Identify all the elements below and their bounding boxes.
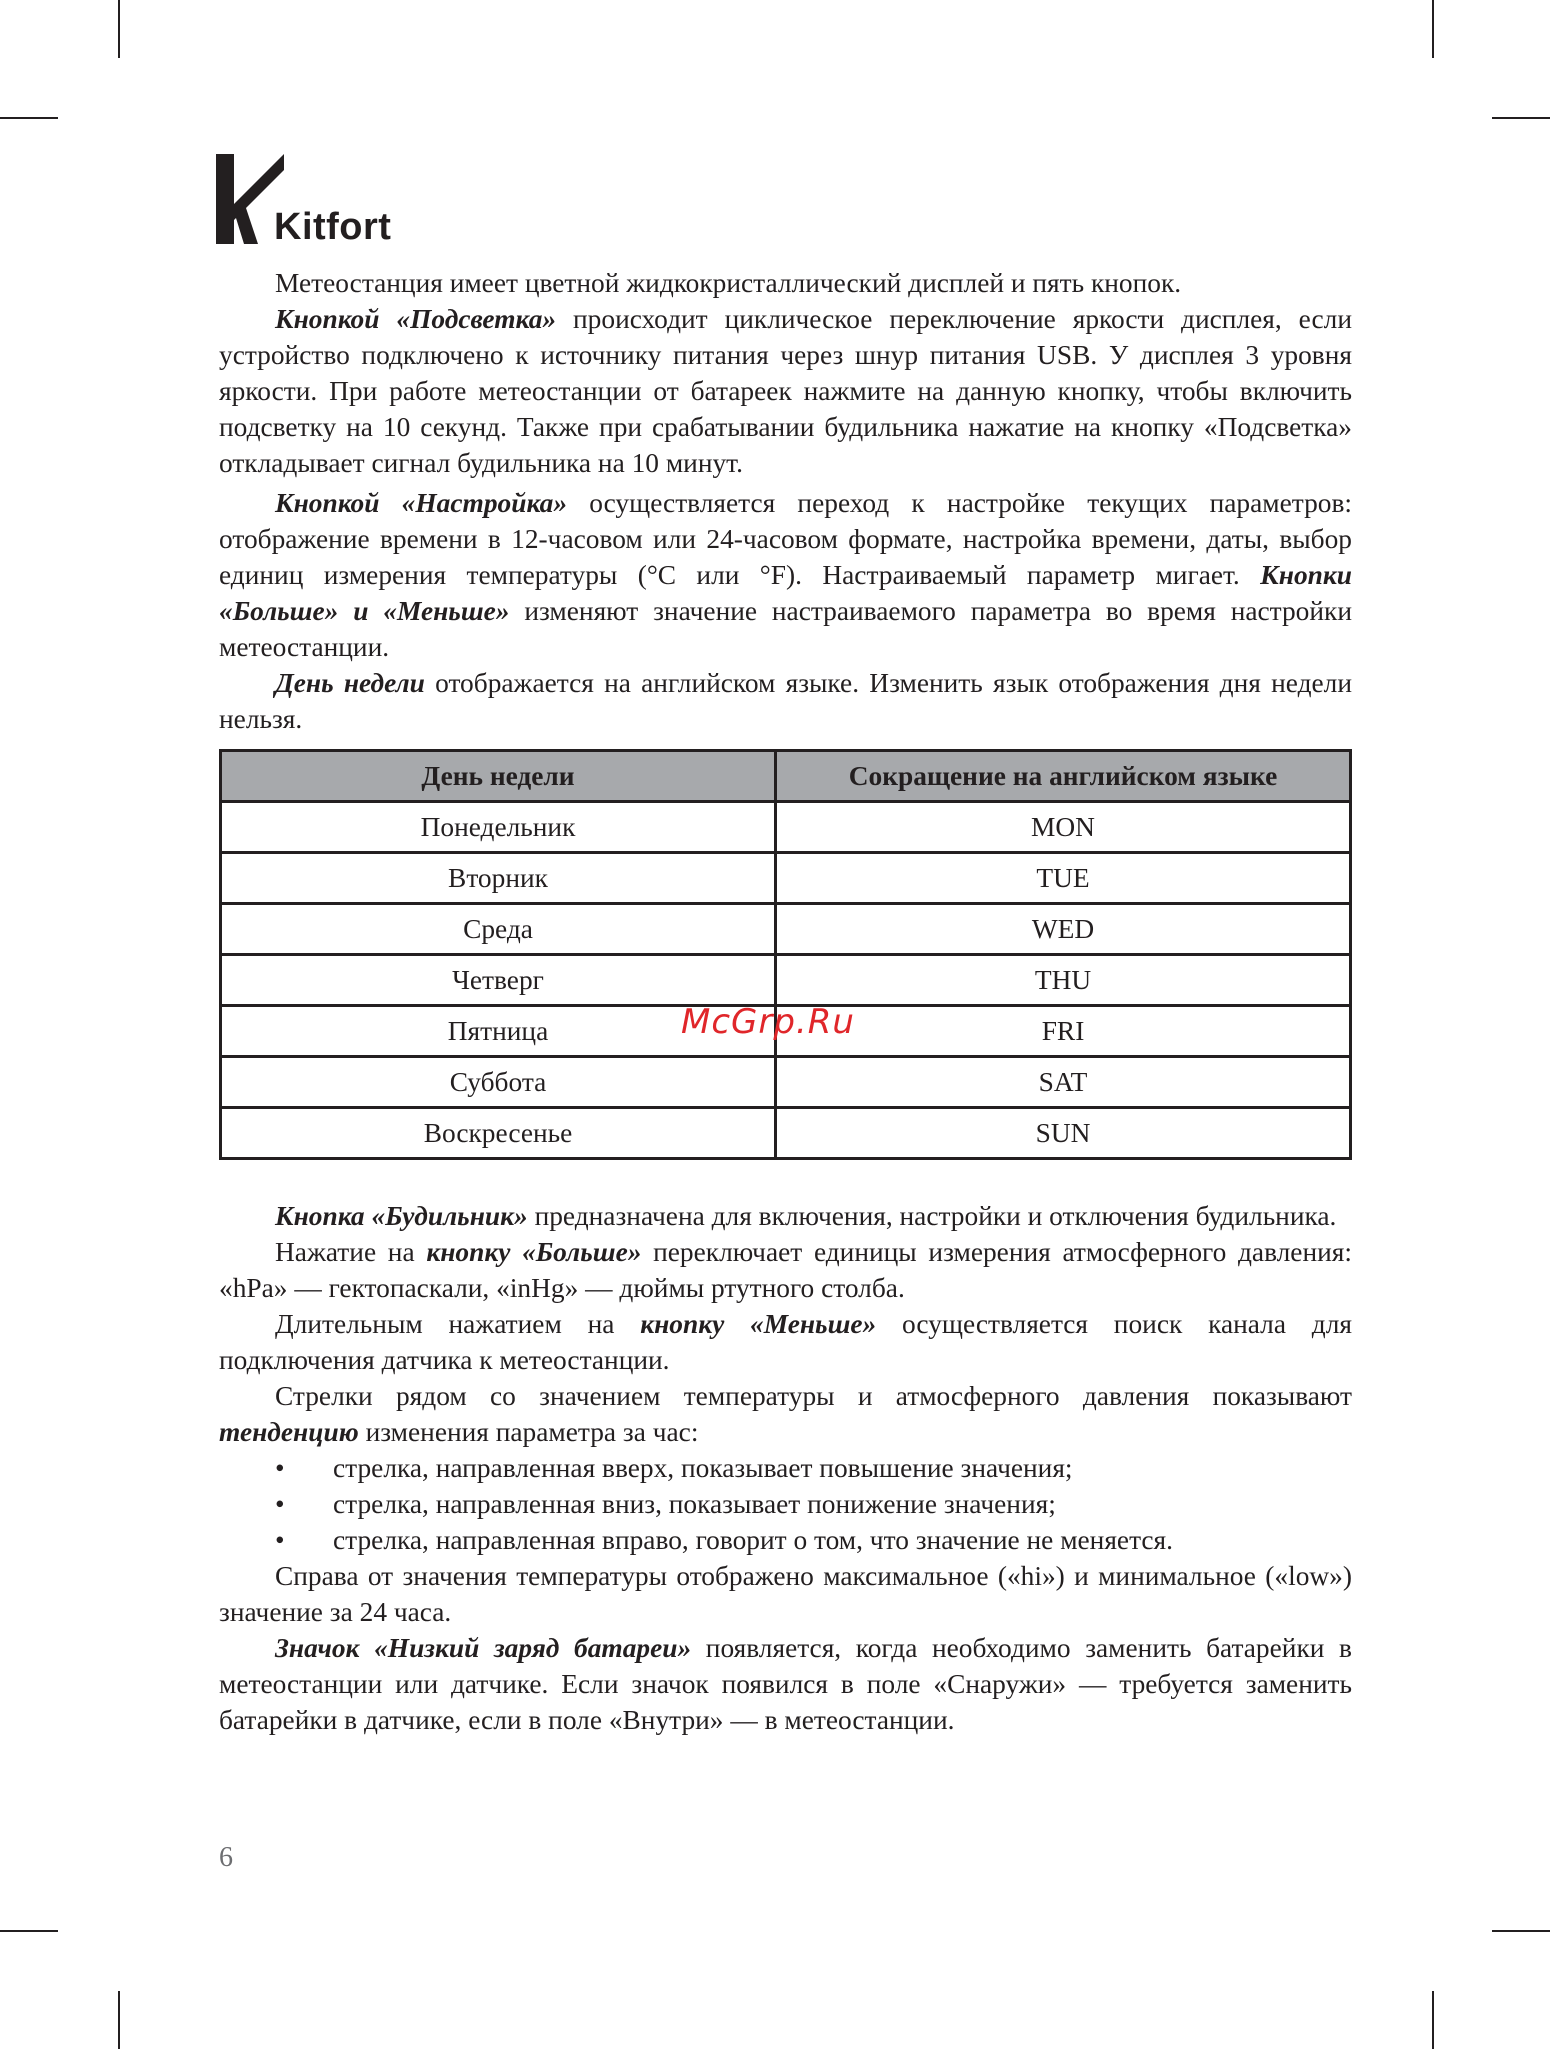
- paragraph: Значок «Низкий заряд батареи» появляется, когда необходимо заменить батарейки в метеостанции или датчике. Если значок появился в поле «Снаружи» — требуется заменить батарейки в датчике, если в поле «Внутри» — в метеостанции.: [219, 1633, 1352, 1735]
- paragraph: Кнопка «Будильник» предназначена для включения, настройки и отключения будильника.: [275, 1201, 1337, 1231]
- paragraph: Нажатие на кнопку «Больше» переключает единицы измерения атмосферного давления: «hPa» — гектопаскали, «inHg» — дюймы ртутного столба.: [219, 1237, 1352, 1303]
- list-item: • стрелка, направленная вверх, показывает повышение значения;: [219, 1450, 1352, 1486]
- paragraph: Стрелки рядом со значением температуры и атмосферного давления показывают тенденцию изменения параметра за час:: [219, 1381, 1352, 1447]
- paragraph: Длительным нажатием на кнопку «Меньше» осуществляется поиск канала для подключения датчика к метеостанции.: [219, 1309, 1352, 1375]
- crop-mark: [1492, 117, 1550, 119]
- crop-mark: [1432, 1991, 1434, 2049]
- table-row: [221, 955, 1351, 1006]
- table-row: [221, 1057, 1351, 1108]
- list-item: • стрелка, направленная вниз, показывает понижение значения;: [219, 1486, 1352, 1522]
- paragraph: День недели отображается на английском языке. Изменить язык отображения дня недели нельзя.: [219, 668, 1352, 734]
- table-cell: FRI: [776, 1006, 1351, 1057]
- paragraph: Кнопкой «Настройка» осуществляется переход к настройке текущих параметров: отображение времени в 12-часовом или 24-часовом формате, настройка времени, даты, выбор единиц измерения температуры (°C или °F). Настраиваемый параметр мигает. Кнопки «Больше» и «Меньше» изменяют значение настраиваемого параметра во время настройки метеостанции.: [219, 488, 1353, 662]
- table-header: Сокращение на английском языке: [776, 751, 1351, 802]
- table-cell: WED: [776, 904, 1351, 955]
- paragraph: Метеостанция имеет цветной жидкокристаллический дисплей и пять кнопок.: [275, 268, 1182, 298]
- table-cell: Суббота: [221, 1057, 776, 1108]
- brand-name: Kitfort: [274, 206, 392, 248]
- page-number: 6: [219, 1842, 233, 1873]
- watermark: McGrp.Ru: [681, 1002, 855, 1042]
- trend-list: [219, 1450, 1352, 1558]
- table-cell: Среда: [221, 904, 776, 955]
- paragraph: Кнопкой «Подсветка» происходит циклическое переключение яркости дисплея, если устройство подключено к источнику питания через шнур питания USB. У дисплея 3 уровня яркости. При работе метеостанции от батареек нажмите на данную кнопку, чтобы включить подсветку на 10 секунд. Также при срабатывании будильника нажатие на кнопку «Подсветка» откладывает сигнал будильника на 10 минут.: [219, 304, 1352, 478]
- table-cell: MON: [776, 802, 1351, 853]
- table-row: [221, 853, 1351, 904]
- list-item: • стрелка, направленная вправо, говорит о том, что значение не меняется.: [219, 1522, 1352, 1558]
- crop-mark: [118, 0, 120, 58]
- table-cell: Четверг: [221, 955, 776, 1006]
- crop-mark: [0, 117, 58, 119]
- table-cell: TUE: [776, 853, 1351, 904]
- weekday-table: [219, 749, 1352, 1160]
- table-header-row: [221, 751, 1351, 802]
- table-row: [221, 1108, 1351, 1159]
- paragraph: Справа от значения температуры отображено максимальное («hi») и минимальное («low») значение за 24 часа.: [219, 1561, 1352, 1627]
- crop-mark: [1432, 0, 1434, 58]
- table-row: [221, 802, 1351, 853]
- crop-mark: [1492, 1930, 1550, 1932]
- crop-mark: [118, 1991, 120, 2049]
- table-row: [221, 904, 1351, 955]
- table-cell: Вторник: [221, 853, 776, 904]
- table-cell: THU: [776, 955, 1351, 1006]
- table-cell: SAT: [776, 1057, 1351, 1108]
- crop-mark: [0, 1930, 58, 1932]
- table-cell: SUN: [776, 1108, 1351, 1159]
- table-cell: Воскресенье: [221, 1108, 776, 1159]
- table-cell: Пятница: [221, 1006, 776, 1057]
- table-header: День недели: [221, 751, 776, 802]
- table-cell: Понедельник: [221, 802, 776, 853]
